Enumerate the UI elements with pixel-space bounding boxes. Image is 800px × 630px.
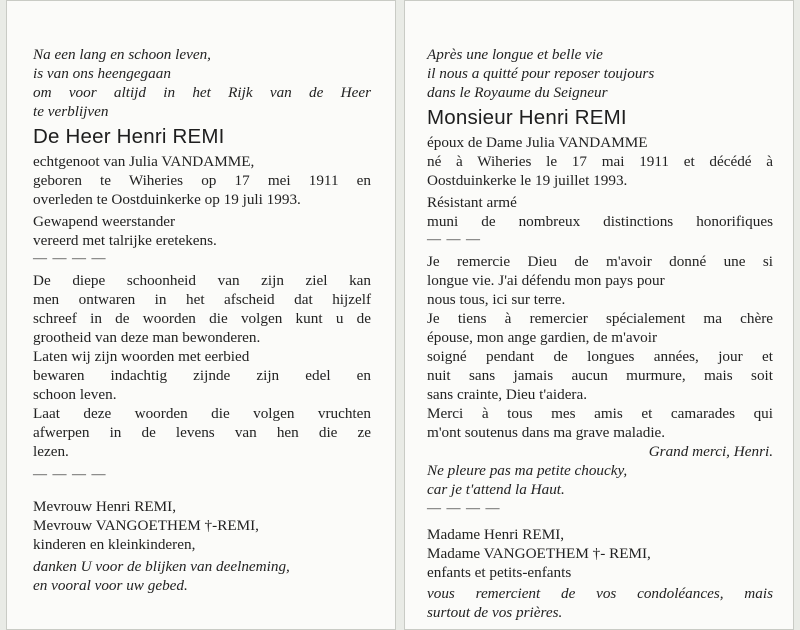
right-panel-french [404,0,794,630]
separator: — — — [427,232,481,247]
left-content [33,45,371,595]
deceased-name: Monsieur Henri REMI [427,106,627,129]
separator: — — — — [33,251,107,266]
intro-text: Après une longue et belle vie il nous a quitté pour reposer toujours dans le Royaume du Seigneur [427,46,655,101]
deceased-name: De Heer Henri REMI [33,125,225,148]
tribute-paragraph: Laten wij zijn woorden met eerbied bewaren indachtig zijnde zijn edel en schoon leven. [33,348,371,403]
message-paragraph: Je remercie Dieu de m'avoir donné une si longue vie. J'ai défendu mon pays pour nous tous, ici sur terre. [427,253,773,308]
intro-text: Na een lang en schoon leven, is van ons heengegaan om voor altijd in het Rijk van de Heer te verblijven [33,46,371,120]
birth-death-details: echtgenoot van Julia VANDAMME, geboren te Wiheries op 17 mei 1911 en overleden te Oostduinkerke op 19 juli 1993. [33,153,371,208]
left-panel-dutch [6,0,396,630]
birth-death-details: époux de Dame Julia VANDAMME né à Wiheries le 17 mai 1911 et décédé à Oostduinkerke le 19 juillet 1993. [427,134,773,189]
family-list: Mevrouw Henri REMI, Mevrouw VANGOETHEM †-REMI, kinderen en kleinkinderen, [33,498,259,553]
message-paragraph: Je tiens à remercier spécialement ma chère épouse, mon ange gardien, de m'avoir soigné pendant de longues années, jour et nuit sans jamais aucun murmure, mais soit sans crainte, Dieu t'aidera. [427,310,773,403]
message-paragraph: Merci à tous mes amis et camarades qui m'ont soutenus dans ma grave maladie. [427,405,773,441]
thanks-text: vous remercient de vos condoléances, mais surtout de vos prières. [427,585,773,621]
separator: — — — — [427,501,501,516]
signoff: Grand merci, Henri. [648,443,773,460]
right-content [427,45,773,622]
separator: — — — — [33,467,107,482]
honors: Gewapend weerstander vereerd met talrijke eretekens. [33,213,217,249]
honors: Résistant armé muni de nombreux distinctions honorifiques [427,194,773,230]
thanks-text: danken U voor de blijken van deelneming, en vooral voor uw gebed. [33,558,290,594]
tribute-paragraph: De diepe schoonheid van zijn ziel kan men ontwaren in het afscheid dat hijzelf schreef in de woorden die volgen kunt u de grootheid van deze man bewonderen. [33,272,371,346]
family-list: Madame Henri REMI, Madame VANGOETHEM †- REMI, enfants et petits-enfants [427,526,651,581]
farewell-text: Ne pleure pas ma petite choucky, car je t'attend la Haut. [427,462,628,498]
tribute-paragraph: Laat deze woorden die volgen vruchten afwerpen in de levens van hen die ze lezen. [33,405,371,460]
